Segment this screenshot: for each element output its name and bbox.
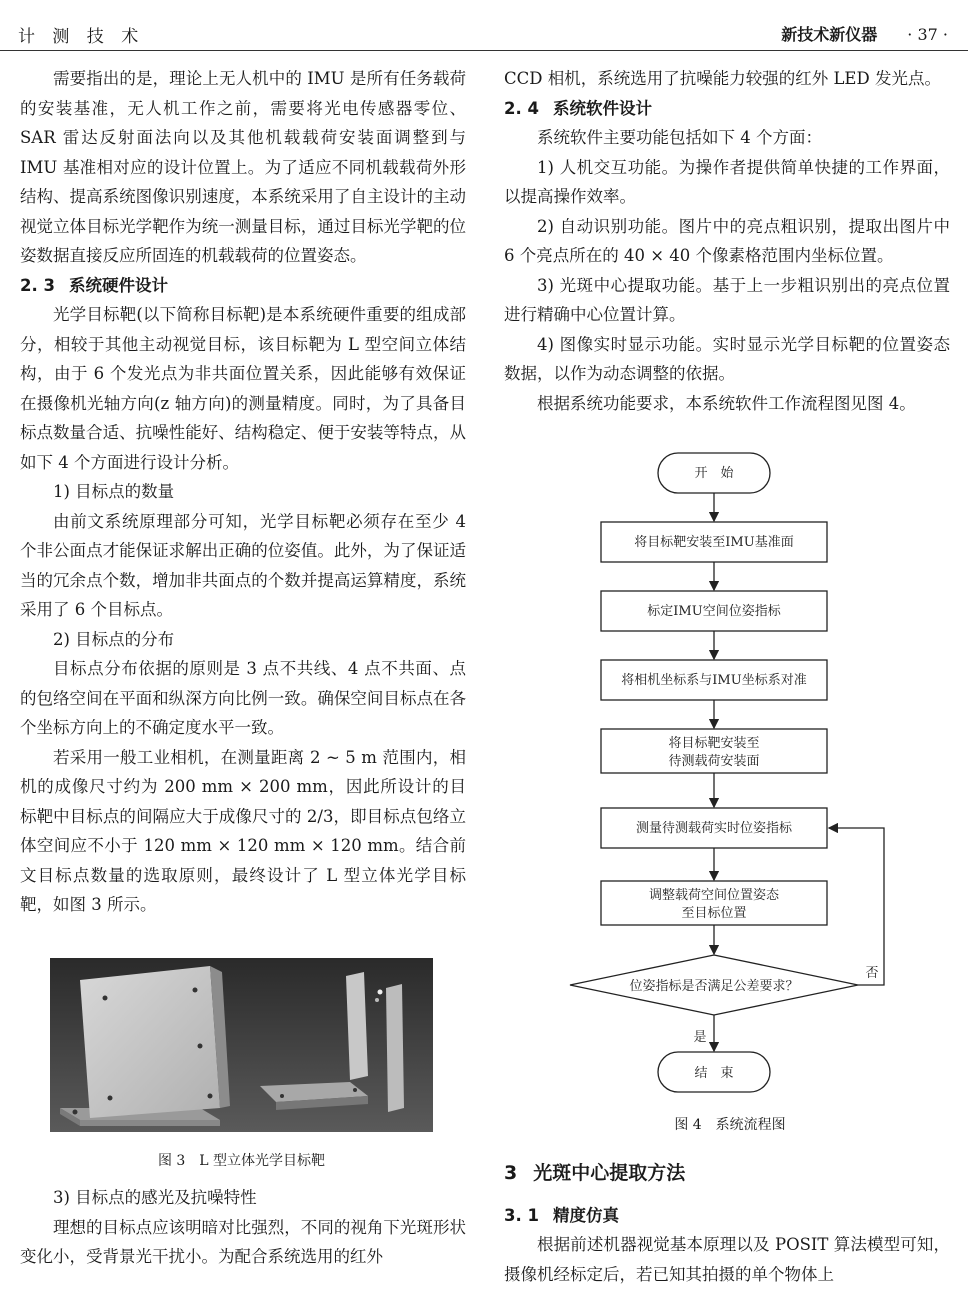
paragraph: 3) 光斑中心提取功能。基于上一步粗识别出的亮点位置进行精确中心位置计算。	[504, 275, 950, 324]
step-label-1: 将目标靶安装至IMU基准面	[634, 535, 794, 550]
section-number: 3. 1	[504, 1206, 539, 1225]
list-item-heading: 2) 目标点的分布	[53, 629, 175, 649]
section-name	[781, 22, 948, 45]
paragraph: 根据系统功能要求，本系统软件工作流程图见图 4。	[537, 393, 916, 413]
paragraph: 目标点分布依据的原则是 3 点不共线、4 点不共面、点的包络空间在平面和纵深方向比例一致。确保空间目标点在各个坐标方向上的不确定度水平一致。	[20, 659, 466, 737]
list-item-heading: 1) 目标点的数量	[53, 482, 175, 501]
yes-label: 是	[693, 1030, 707, 1045]
list-item-heading: 3) 目标点的感光及抗噪特性	[53, 1188, 257, 1207]
section-heading-2-4	[504, 94, 950, 124]
step-label-3: 将相机坐标系与IMU坐标系对准	[621, 673, 807, 688]
decision-label: 位姿指标是否满足公差要求？	[629, 979, 799, 994]
paragraph: 1) 人机交互功能。为操作者提供简单快捷的工作界面，以提高操作效率。	[504, 157, 950, 206]
figure-3-image	[50, 958, 433, 1132]
paragraph: CCD 相机，系统选用了抗噪能力较强的红外 LED 发光点。	[504, 69, 941, 88]
paragraph: 光学目标靶(以下简称目标靶)是本系统硬件重要的组成部分，相较于其他主动视觉目标，该目标靶为 L 型空间立体结构，由于 6 个发光点为非共面位置关系，因此能够有效保证在摄像机光轴方向(z 轴方向)的测量精度。同时，为了具备目标点数量合适、抗噪性能好、结构稳定、便于安装等特点，从如下 4 个方面进行设计分析。	[20, 305, 466, 472]
paragraph: 4) 图像实时显示功能。实时显示光学目标靶的位置姿态数据，以作为动态调整的依据。	[504, 334, 950, 383]
header-rule	[0, 50, 968, 51]
step-label-2: 标定IMU空间位姿指标	[647, 604, 781, 619]
step-label-4a: 将目标靶安装至	[668, 736, 760, 751]
start-label: 开 始	[694, 466, 734, 481]
section-heading-2-3	[20, 271, 466, 301]
paragraph: 系统软件主要功能包括如下 4 个方面：	[537, 128, 822, 147]
page-number: · 37 ·	[907, 25, 948, 44]
section-heading-3	[504, 1158, 685, 1185]
section-title: 系统硬件设计	[68, 275, 168, 295]
section-number: 2. 3	[20, 275, 55, 295]
paragraph: 由前文系统原理部分可知，光学目标靶必须存在至少 4 个非公面点才能保证求解出正确的位姿值。此外，为了保证适当的冗余点个数，增加非共面点的个数并提高运算精度，系统采用了 6 个目标点。	[20, 511, 466, 619]
no-label: 否	[865, 966, 879, 981]
paragraph: 需要指出的是，理论上无人机中的 IMU 是所有任务载荷的安装基准，无人机工作之前，需要将光电传感器零位、SAR 雷达反射面法向以及其他机载载荷安装面调整到与 IMU 基准相对应的设计位置上。为了适应不同机载载荷外形结构、提高系统图像识别速度，本系统采用了自主设计的主动视觉立体目标光学靶作为统一测量目标，通过目标光学靶的位姿数据直接反应所固连的机载载荷的位置姿态。	[20, 69, 466, 265]
figure-3-caption: 图 3 L 型立体光学目标靶	[157, 1153, 326, 1169]
figure-4-flowchart	[560, 445, 900, 1105]
left-column-bottom	[20, 1183, 466, 1272]
section-title: 新技术新仪器	[781, 25, 878, 44]
section-number: 2. 4	[504, 98, 539, 118]
left-column	[20, 64, 466, 920]
step-label-4b: 待测载荷安装面	[668, 754, 760, 769]
right-column	[504, 64, 950, 418]
paragraph: 根据前述机器视觉基本原理以及 POSIT 算法模型可知，摄像机经标定后，若已知其拍摄的单个物体上	[504, 1235, 950, 1284]
paragraph: 2) 自动识别功能。图片中的亮点粗识别，提取出图片中 6 个亮点所在的 40 × 40 个像素格范围内坐标位置。	[504, 216, 950, 265]
section-title: 精度仿真	[552, 1206, 619, 1225]
section-heading-3-1	[504, 1202, 619, 1226]
step-label-5: 测量待测载荷实时位姿指标	[635, 821, 793, 836]
no-loop-arrow	[829, 828, 884, 985]
step-label-6b: 至目标位置	[681, 906, 747, 921]
step-label-6a: 调整载荷空间位置姿态	[648, 888, 780, 903]
section-number: 3	[504, 1162, 518, 1184]
figure-4-caption: 图 4 系统流程图	[674, 1117, 786, 1133]
journal-name: 计 测 技 术	[18, 27, 145, 47]
section-title: 光斑中心提取方法	[533, 1162, 686, 1184]
end-label: 结 束	[694, 1066, 734, 1081]
right-column-bottom	[504, 1230, 950, 1289]
section-title: 系统软件设计	[552, 98, 652, 118]
paragraph: 理想的目标点应该明暗对比强烈，不同的视角下光斑形状变化小，受背景光干扰小。为配合系统选用的红外	[20, 1217, 466, 1266]
paragraph: 若采用一般工业相机，在测量距离 2 ~ 5 m 范围内，相机的成像尺寸约为 200 mm × 200 mm，因此所设计的目标靶中目标点的间隔应大于成像尺寸的 2/3，即目标点包络立体空间应不小于 120 mm × 120 mm × 120 mm。结合前文目标点数量的选取原则，最终设计了 L 型立体光学目标靶，如图 3 所示。	[20, 747, 466, 914]
